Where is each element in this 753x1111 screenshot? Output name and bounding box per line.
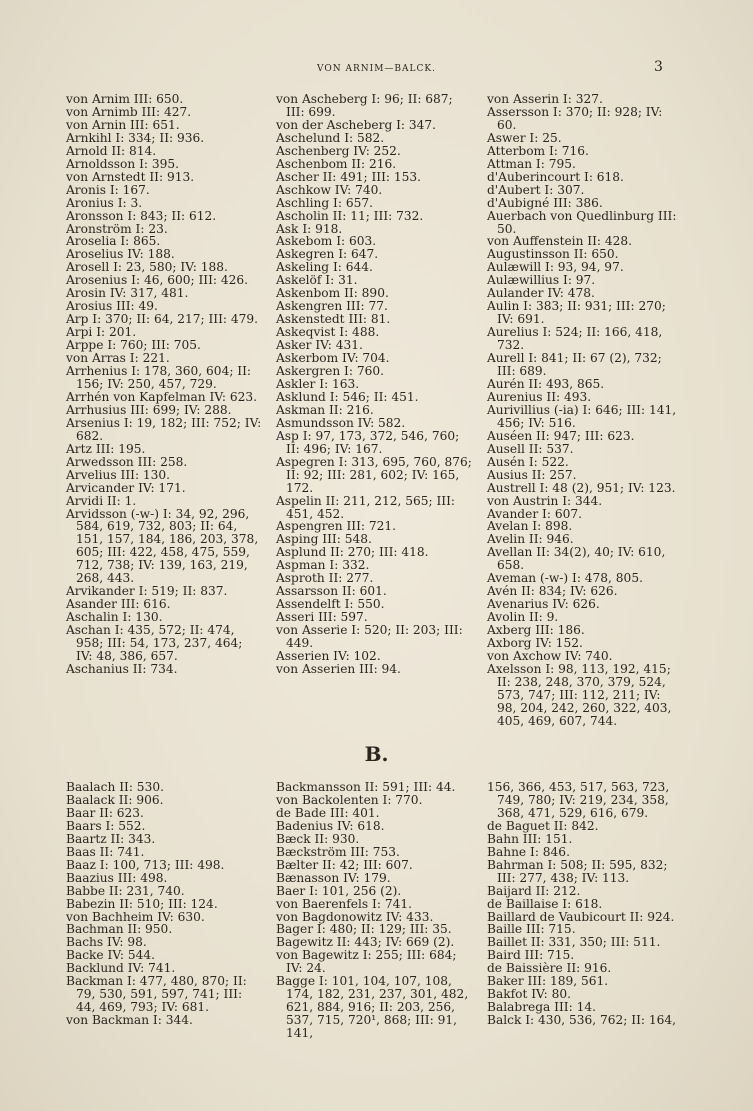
index-entry: Balabrega III: 14.	[487, 1000, 596, 1015]
index-entry: Ask I: 918.	[276, 221, 343, 236]
index-entry: Arosin IV: 317, 481.	[66, 286, 189, 301]
index-column-a2	[276, 93, 472, 676]
index-entry: Askengren III: 77.	[276, 299, 388, 314]
index-entry: Bagewitz II: 443; IV: 669 (2).	[276, 935, 455, 950]
index-entry: Baille III: 715.	[487, 922, 576, 937]
index-entry: Aswer I: 25.	[487, 130, 562, 145]
index-entry: Babezin II: 510; III: 124.	[66, 896, 218, 911]
index-entry: Askeling I: 644.	[276, 260, 373, 275]
index-entry: Arwedsson III: 258.	[66, 454, 188, 469]
index-entry: Avellan II: 34(2), 40; IV: 610, 658.	[487, 545, 666, 573]
index-entry: Aulæwillius I: 97.	[487, 273, 596, 288]
index-entry: Axborg IV: 152.	[487, 636, 583, 651]
index-entry: Ausell II: 537.	[487, 441, 574, 456]
index-entry: von Arnin III: 651.	[66, 117, 180, 132]
index-entry: Ausius II: 257.	[487, 467, 577, 482]
index-entry: Arvidi II: 1.	[66, 493, 137, 508]
index-entry: von Austrin I: 344.	[487, 493, 603, 508]
index-entry: Aspegren I: 313, 695, 760, 876; II: 92; III: 281, 602; IV: 165, 172.	[276, 454, 472, 495]
index-entry: Badenius IV: 618.	[276, 818, 385, 833]
index-entry: Arpi I: 201.	[66, 325, 137, 340]
index-entry: Aronis I: 167.	[66, 182, 150, 197]
index-entry: Aspelin II: 211, 212, 565; III: 451, 452.	[276, 493, 456, 521]
index-entry: de Baissière II: 916.	[487, 961, 612, 976]
index-entry: Aschelund I: 582.	[276, 130, 385, 145]
index-entry: Askman II: 216.	[276, 402, 374, 417]
index-entry: 156, 366, 453, 517, 563, 723, 749, 780; IV: 219, 234, 358, 368, 471, 529, 616, 679.	[487, 780, 670, 820]
index-entry: Aspengren III: 721.	[276, 519, 397, 534]
index-entry: von Backolenten I: 770.	[276, 792, 423, 807]
index-entry: Auséen II: 947; III: 623.	[487, 428, 635, 443]
index-entry: Aurivillius (-ia) I: 646; III: 141, 456; IV: 516.	[487, 402, 677, 430]
index-entry: de Baillaise I: 618.	[487, 896, 603, 911]
index-entry: von der Ascheberg I: 347.	[276, 117, 437, 132]
index-entry: Avén II: 834; IV: 626.	[487, 584, 618, 599]
index-entry: von Axchow IV: 740.	[487, 648, 613, 663]
index-entry: Askenstedt III: 81.	[276, 312, 391, 327]
index-entry: Arppe I: 760; III: 705.	[66, 338, 201, 353]
index-entry: Arp I: 370; II: 64, 217; III: 479.	[66, 312, 259, 327]
index-entry: Bager I: 480; II: 129; III: 35.	[276, 922, 452, 937]
index-entry: Aurell I: 841; II: 67 (2), 732; III: 689.	[487, 351, 662, 379]
index-entry: Askebom I: 603.	[276, 234, 377, 249]
index-entry: Arsenius I: 19, 182; III: 752; IV: 682.	[66, 415, 262, 443]
index-entry: Aschalin I: 130.	[66, 610, 163, 625]
index-entry: Avander I: 607.	[487, 506, 582, 521]
index-entry: Arvelius III: 130.	[66, 467, 171, 482]
index-entry: Baas II: 741.	[66, 844, 145, 859]
index-entry: Arosius III: 49.	[66, 299, 158, 314]
index-entry: Aulin I: 383; II: 931; III: 270; IV: 691.	[487, 299, 666, 327]
index-entry: Askergren I: 760.	[276, 364, 384, 379]
index-entry: Ascher II: 491; III: 153.	[276, 169, 422, 184]
index-entry: Assersson I: 370; II: 928; IV: 60.	[487, 104, 663, 132]
index-column-b2	[276, 781, 472, 1040]
index-entry: de Bade III: 401.	[276, 805, 380, 820]
index-entry: Aronström I: 23.	[66, 221, 168, 236]
index-entry: Arrhén von Kapfelman IV: 623.	[66, 389, 258, 404]
index-entry: Baalack II: 906.	[66, 792, 164, 807]
index-entry: Baaz I: 100, 713; III: 498.	[66, 857, 225, 872]
index-entry: Aschanius II: 734.	[66, 661, 178, 676]
index-entry: Aschkow IV: 740.	[276, 182, 383, 197]
index-entry: Aronsson I: 843; II: 612.	[66, 208, 217, 223]
index-entry: Balck I: 430, 536, 762; II: 164,	[487, 1013, 677, 1028]
index-entry: Baar II: 623.	[66, 805, 144, 820]
index-entry: Assendelft I: 550.	[276, 597, 385, 612]
index-entry: Askerbom IV: 704.	[276, 351, 390, 366]
index-entry: Arrhusius III: 699; IV: 288.	[66, 402, 232, 417]
index-entry: Avelan I: 898.	[487, 519, 573, 534]
index-entry: Asander III: 616.	[66, 597, 171, 612]
index-entry: Asklund I: 546; II: 451.	[276, 389, 419, 404]
index-entry: von Arnstedt II: 913.	[66, 169, 195, 184]
index-entry: d'Auberincourt I: 618.	[487, 169, 624, 184]
index-entry: von Asserie I: 520; II: 203; III: 449.	[276, 623, 463, 651]
index-entry: Bahne I: 846.	[487, 844, 570, 859]
index-entry: Arvidsson (-w-) I: 34, 92, 296, 584, 619, 732, 803; II: 64, 151, 157, 184, 186, 203, 378, 605; III: 422, 458, 475, 559, 712, 738; IV: 139, 163, 219, 268, 443.	[66, 506, 259, 586]
index-entry: Austrell I: 48 (2), 951; IV: 123.	[487, 480, 676, 495]
index-entry: Aspman I: 332.	[276, 558, 370, 573]
index-entry: Artz III: 195.	[66, 441, 146, 456]
index-entry: Auerbach von Quedlinburg III: 50.	[487, 208, 677, 236]
index-entry: von Bagdonowitz IV: 433.	[276, 909, 434, 924]
running-head: VON ARNIM—BALCK.	[317, 64, 436, 74]
index-entry: Aulæwill I: 93, 94, 97.	[487, 260, 624, 275]
index-entry: Asproth II: 277.	[276, 571, 374, 586]
index-entry: Arrhenius I: 178, 360, 604; II: 156; IV: 250, 457, 729.	[66, 364, 252, 391]
index-entry: von Arras I: 221.	[66, 351, 170, 366]
index-entry: Backmansson II: 591; III: 44.	[276, 780, 456, 794]
index-entry: Arnkihl I: 334; II: 936.	[66, 130, 205, 145]
index-entry: Baker III: 189, 561.	[487, 974, 609, 989]
index-entry: Asping III: 548.	[276, 532, 372, 547]
index-entry: Ausén I: 522.	[487, 454, 569, 469]
index-entry: Bagge I: 101, 104, 107, 108, 174, 182, 231, 237, 301, 482, 621, 884, 916; II: 203, 256, 537, 715, 720¹, 868; III: 91, 141,	[276, 974, 469, 1041]
page-number: 3	[654, 59, 663, 75]
index-entry: d'Aubert I: 307.	[487, 182, 585, 197]
index-entry: Baer I: 101, 256 (2).	[276, 883, 402, 898]
index-entry: von Arnimb III: 427.	[66, 104, 192, 119]
index-entry: Aulander IV: 478.	[487, 286, 595, 301]
index-entry: von Backman I: 344.	[66, 1013, 193, 1028]
index-entry: Askenbom II: 890.	[276, 286, 389, 301]
index-entry: Arvicander IV: 171.	[66, 480, 186, 495]
index-entry: Arnold II: 814.	[66, 143, 157, 158]
index-column-a3	[487, 93, 683, 728]
index-entry: von Bachheim IV: 630.	[66, 909, 205, 924]
index-entry: Aroselius IV: 188.	[66, 247, 175, 262]
index-entry: Baird III: 715.	[487, 948, 575, 963]
index-entry: Bæckström III: 753.	[276, 844, 400, 859]
index-entry: Baazius III: 498.	[66, 870, 168, 885]
index-entry: von Baerenfels I: 741.	[276, 896, 412, 911]
index-entry: Axberg III: 186.	[487, 623, 585, 638]
index-entry: Ascholin II: 11; III: 732.	[276, 208, 424, 223]
index-entry: Asserien IV: 102.	[276, 648, 381, 663]
index-entry: Backe IV: 544.	[66, 948, 156, 963]
index-entry: Backman I: 477, 480, 870; II: 79, 530, 591, 597, 741; III: 44, 469, 793; IV: 681.	[66, 974, 247, 1015]
section-heading-b: B.	[364, 742, 389, 766]
index-entry: de Baguet II: 842.	[487, 818, 599, 833]
index-entry: Aschan I: 435, 572; II: 474, 958; III: 54, 173, 237, 464; IV: 48, 386, 657.	[66, 623, 243, 663]
index-entry: Askegren I: 647.	[276, 247, 379, 262]
index-entry: Baillard de Vaubicourt II: 924.	[487, 909, 675, 924]
index-entry: Aschenberg IV: 252.	[276, 143, 401, 158]
index-entry: von Bagewitz I: 255; III: 684; IV: 24.	[276, 948, 457, 976]
index-entry: von Asserien III: 94.	[276, 661, 401, 676]
index-entry: Augustinsson II: 650.	[487, 247, 619, 262]
index-entry: Baalach II: 530.	[66, 780, 164, 794]
index-entry: von Auffenstein II: 428.	[487, 234, 633, 249]
index-entry: Assarsson II: 601.	[276, 584, 387, 599]
index-entry: von Ascheberg I: 96; II: 687; III: 699.	[276, 92, 453, 119]
index-entry: Baartz II: 343.	[66, 831, 156, 846]
index-entry: Bæck II: 930.	[276, 831, 360, 846]
index-column-b1	[66, 781, 262, 1027]
index-entry: Asseri III: 597.	[276, 610, 368, 625]
index-entry: Babbe II: 231, 740.	[66, 883, 185, 898]
index-entry: Avenarius IV: 626.	[487, 597, 600, 612]
index-entry: Bahn III: 151.	[487, 831, 573, 846]
index-entry: Avolin II: 9.	[487, 610, 559, 625]
index-entry: Askler I: 163.	[276, 376, 360, 391]
index-column-b3	[487, 781, 683, 1027]
index-entry: Arosell I: 23, 580; IV: 188.	[66, 260, 228, 275]
index-entry: Bahrman I: 508; II: 595, 832; III: 277, 438; IV: 113.	[487, 857, 668, 885]
index-entry: Baars I: 552.	[66, 818, 146, 833]
index-entry: Asmundsson IV: 582.	[276, 415, 406, 430]
index-entry: Axelsson I: 98, 113, 192, 415; II: 238, 248, 370, 379, 524, 573, 747; III: 112, 211; IV: 98, 204, 242, 260, 322, 403, 405, 469, 607, 744.	[487, 661, 672, 728]
index-entry: Arosenius I: 46, 600; III: 426.	[66, 273, 249, 288]
index-entry: Atterbom I: 716.	[487, 143, 589, 158]
index-entry: Arvikander I: 519; II: 837.	[66, 584, 228, 599]
index-entry: Bakfot IV: 80.	[487, 987, 571, 1002]
index-entry: Avelin II: 946.	[487, 532, 574, 547]
index-entry: d'Aubigné III: 386.	[487, 195, 603, 210]
index-entry: Askeqvist I: 488.	[276, 325, 380, 340]
index-entry: Aveman (-w-) I: 478, 805.	[487, 571, 643, 586]
index-entry: Bælter II: 42; III: 607.	[276, 857, 413, 872]
index-entry: von Asserin I: 327.	[487, 92, 603, 106]
index-entry: Aurelius I: 524; II: 166, 418, 732.	[487, 325, 663, 353]
index-entry: Askelöf I: 31.	[276, 273, 358, 288]
index-entry: Baillet II: 331, 350; III: 511.	[487, 935, 661, 950]
index-column-a1	[66, 93, 262, 676]
index-entry: Backlund IV: 741.	[66, 961, 176, 976]
index-entry: Asplund II: 270; III: 418.	[276, 545, 429, 560]
index-entry: Bachman II: 950.	[66, 922, 173, 937]
index-entry: Aurenius II: 493.	[487, 389, 592, 404]
index-entry: Aschenbom II: 216.	[276, 156, 397, 171]
index-entry: Baijard II: 212.	[487, 883, 581, 898]
index-entry: von Arnim III: 650.	[66, 92, 184, 106]
index-entry: Aurén II: 493, 865.	[487, 376, 605, 391]
index-entry: Arnoldsson I: 395.	[66, 156, 180, 171]
index-entry: Asker IV: 431.	[276, 338, 363, 353]
index-entry: Bachs IV: 98.	[66, 935, 147, 950]
index-entry: Bænasson IV: 179.	[276, 870, 391, 885]
index-entry: Aschling I: 657.	[276, 195, 373, 210]
index-entry: Asp I: 97, 173, 372, 546, 760; II: 496; IV: 167.	[276, 428, 460, 456]
index-entry: Attman I: 795.	[487, 156, 576, 171]
index-entry: Aronius I: 3.	[66, 195, 143, 210]
index-entry: Aroselia I: 865.	[66, 234, 161, 249]
